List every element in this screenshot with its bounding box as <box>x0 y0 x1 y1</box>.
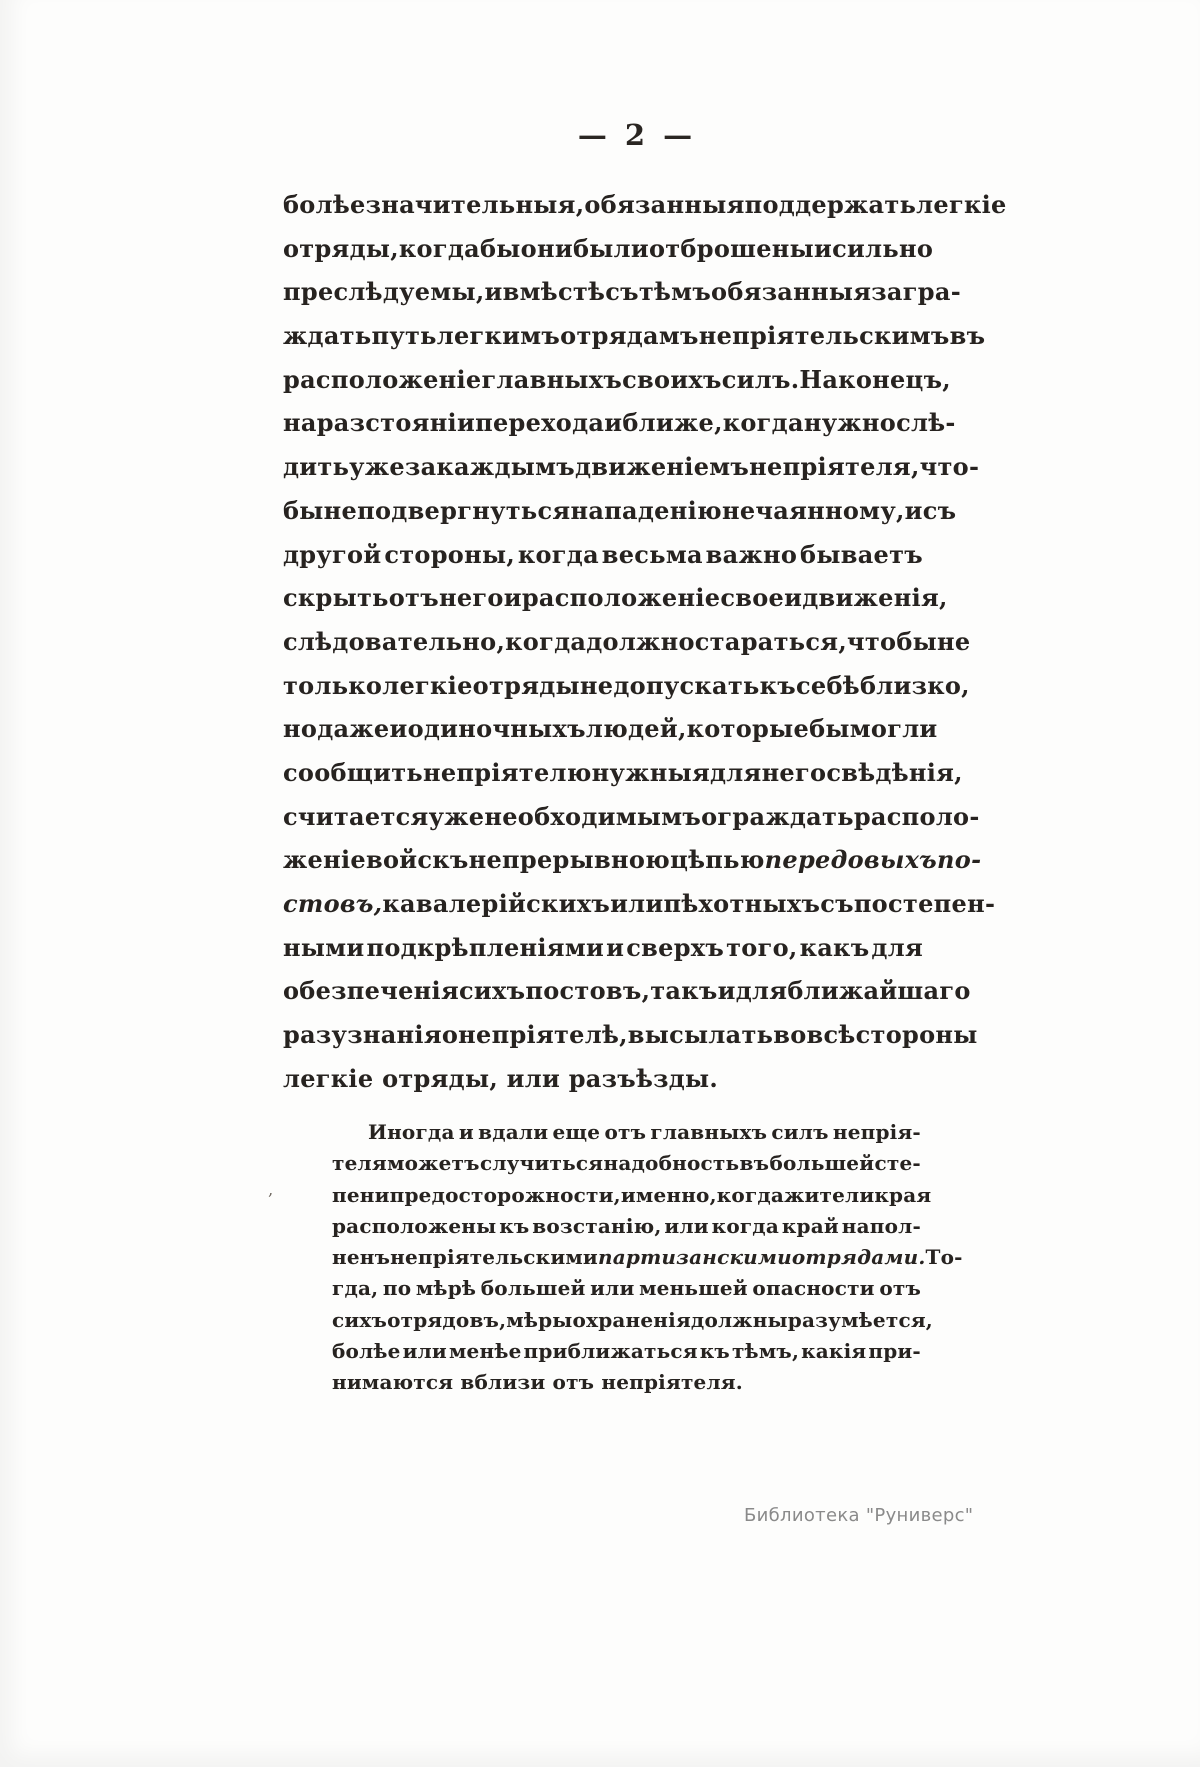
text-line: болѣе или менѣе приближаться къ тѣмъ, какія при- <box>332 1339 921 1364</box>
text-line: отряды, когда бы они были отброшены и сильно <box>283 233 934 263</box>
main-paragraph <box>283 190 1007 1107</box>
text-line: пени предосторожности, именно, когда жители края <box>332 1182 932 1207</box>
text-line: разузнанія о непріятелѣ, высылать во всѣ стороны <box>283 1020 978 1050</box>
library-watermark: Библиотека "Руниверс" <box>744 1505 974 1526</box>
text-line: женіе войскъ непрерывною цѣпью передовыхъ по- <box>283 845 982 875</box>
text-line: дить уже за каждымъ движеніемъ непріятеля, что- <box>283 452 980 482</box>
text-line: но даже и одиночныхъ людей, которые бы могли <box>283 714 938 744</box>
text-line: считается уже необходимымъ ограждать располо- <box>283 801 980 831</box>
text-line: на разстояніи перехода и ближе, когда нужно слѣ- <box>283 408 956 438</box>
text-line: только легкіе отряды не допускать къ себѣ близко, <box>283 670 970 700</box>
text-line: нимаются вблизи отъ непріятеля. <box>332 1370 743 1395</box>
text-line: гда, по мѣрѣ большей или меньшей опасности отъ <box>332 1276 921 1301</box>
text-line: преслѣдуемы, и вмѣстѣ съ тѣмъ обязанныя загра- <box>283 277 961 307</box>
text-line: обезпеченія сихъ постовъ, такъ и для ближайшаго <box>283 976 971 1006</box>
text-line: ненъ непріятельскими партизанскими отрядами. То- <box>332 1245 963 1270</box>
text-line: сообщить непріятелю нужныя для него свѣдѣнія, <box>283 757 963 787</box>
text-line: ждать путь легкимъ отрядамъ непріятельскимъ въ <box>283 321 986 351</box>
text-line: другой стороны, когда весьма важно бываетъ <box>283 539 923 569</box>
text-line: расположеніе главныхъ своихъ силъ. Наконецъ, <box>283 364 951 394</box>
text-line: ными подкрѣпленіями и сверхъ того, какъ для <box>283 932 923 962</box>
text-line: Иногда и вдали еще отъ главныхъ силъ непрія- <box>368 1120 921 1144</box>
scan-artifact-mark: ‚ <box>268 1180 274 1199</box>
page-number: — 2 — <box>577 118 697 152</box>
text-line: скрыть отъ него и расположеніе свое и движенія, <box>283 583 948 613</box>
text-line: легкіе отряды, или разъѣзды. <box>283 1063 719 1093</box>
text-line: болѣе значительныя, обязанныя поддержать легкіе <box>283 190 1007 219</box>
text-line: расположены къ возстанію, или когда край напол- <box>332 1213 921 1238</box>
note-paragraph <box>332 1120 963 1402</box>
text-line: слѣдовательно, когда должно стараться, чтобы не <box>283 626 971 656</box>
text-line: стовъ, кавалерійскихъ или пѣхотныхъ съ постепен- <box>283 889 996 918</box>
text-line: теля можетъ случиться надобность въ большей сте- <box>332 1151 921 1176</box>
text-line: бы не подвергнуться нападенію нечаянному, и съ <box>283 495 957 525</box>
text-line: сихъ отрядовъ, мѣры охраненія должны разумѣется, <box>332 1307 933 1332</box>
